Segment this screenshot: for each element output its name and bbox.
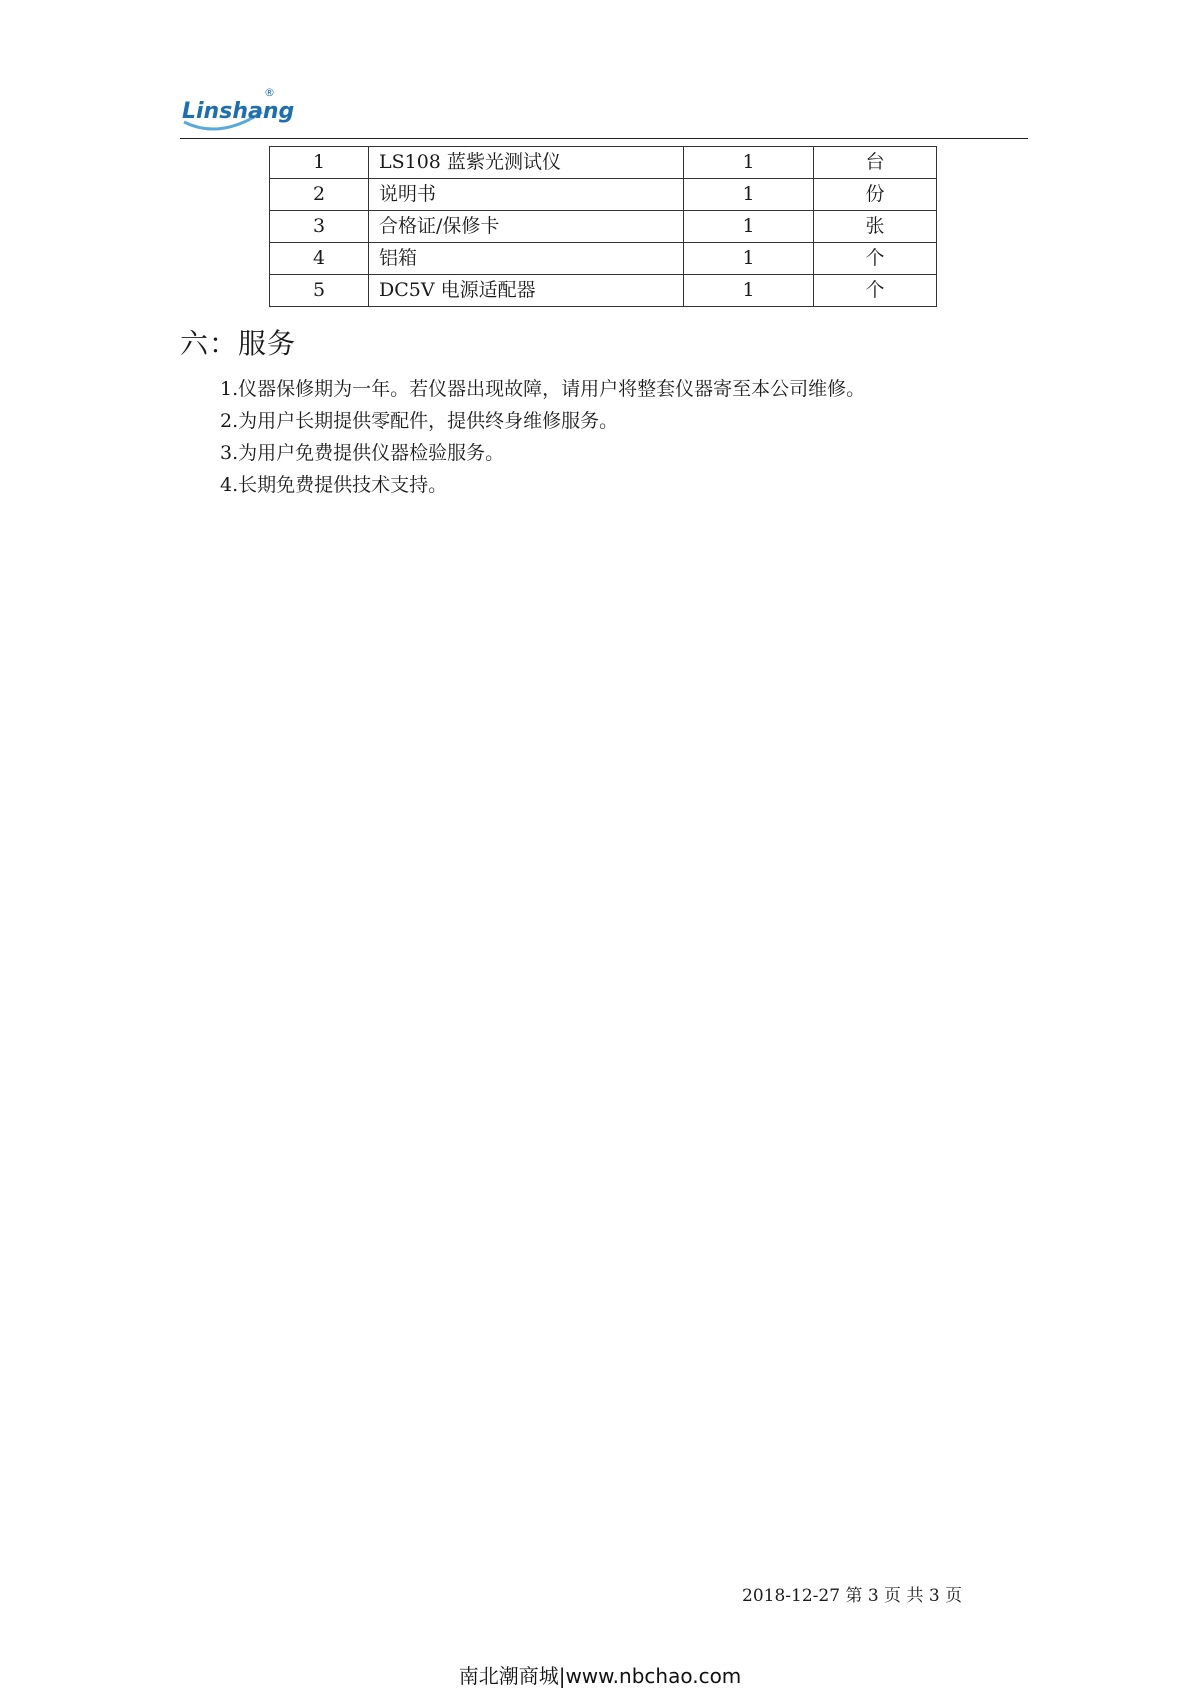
cell-unit: 个 — [814, 275, 937, 307]
cell-index: 1 — [270, 147, 369, 179]
cell-unit: 份 — [814, 179, 937, 211]
registered-mark: ® — [264, 86, 275, 99]
cell-qty: 1 — [684, 211, 814, 243]
cell-unit: 台 — [814, 147, 937, 179]
table-row — [270, 147, 937, 179]
cell-qty: 1 — [684, 179, 814, 211]
table-row — [270, 243, 937, 275]
table-row — [270, 179, 937, 211]
table-row — [270, 211, 937, 243]
service-list — [220, 373, 865, 501]
cell-name: 说明书 — [369, 179, 684, 211]
list-item: 1.仪器保修期为一年。若仪器出现故障，请用户将整套仪器寄至本公司维修。 — [220, 378, 866, 400]
footer-date-page: 2018-12-27 第 3 页 共 3 页 — [742, 1586, 963, 1606]
cell-name: 铝箱 — [369, 243, 684, 275]
list-item: 4.长期免费提供技术支持。 — [220, 474, 448, 496]
cell-name: DC5V 电源适配器 — [369, 275, 684, 307]
cell-index: 2 — [270, 179, 369, 211]
list-item: 2.为用户长期提供零配件，提供终身维修服务。 — [220, 410, 619, 432]
cell-index: 3 — [270, 211, 369, 243]
cell-qty: 1 — [684, 275, 814, 307]
cell-unit: 张 — [814, 211, 937, 243]
cell-index: 4 — [270, 243, 369, 275]
cell-name: LS108 蓝紫光测试仪 — [369, 147, 684, 179]
parts-table — [269, 146, 937, 307]
watermark: 南北潮商城|www.nbchao.com — [458, 1664, 742, 1688]
table-row — [270, 275, 937, 307]
list-item: 3.为用户免费提供仪器检验服务。 — [220, 442, 505, 464]
cell-name: 合格证/保修卡 — [369, 211, 684, 243]
linshang-logo — [180, 82, 295, 134]
header-rule — [180, 138, 1028, 139]
section-title-service: 六：服务 — [180, 327, 297, 360]
cell-qty: 1 — [684, 147, 814, 179]
cell-unit: 个 — [814, 243, 937, 275]
cell-index: 5 — [270, 275, 369, 307]
cell-qty: 1 — [684, 243, 814, 275]
logo-wordmark: Linshang — [182, 99, 295, 124]
